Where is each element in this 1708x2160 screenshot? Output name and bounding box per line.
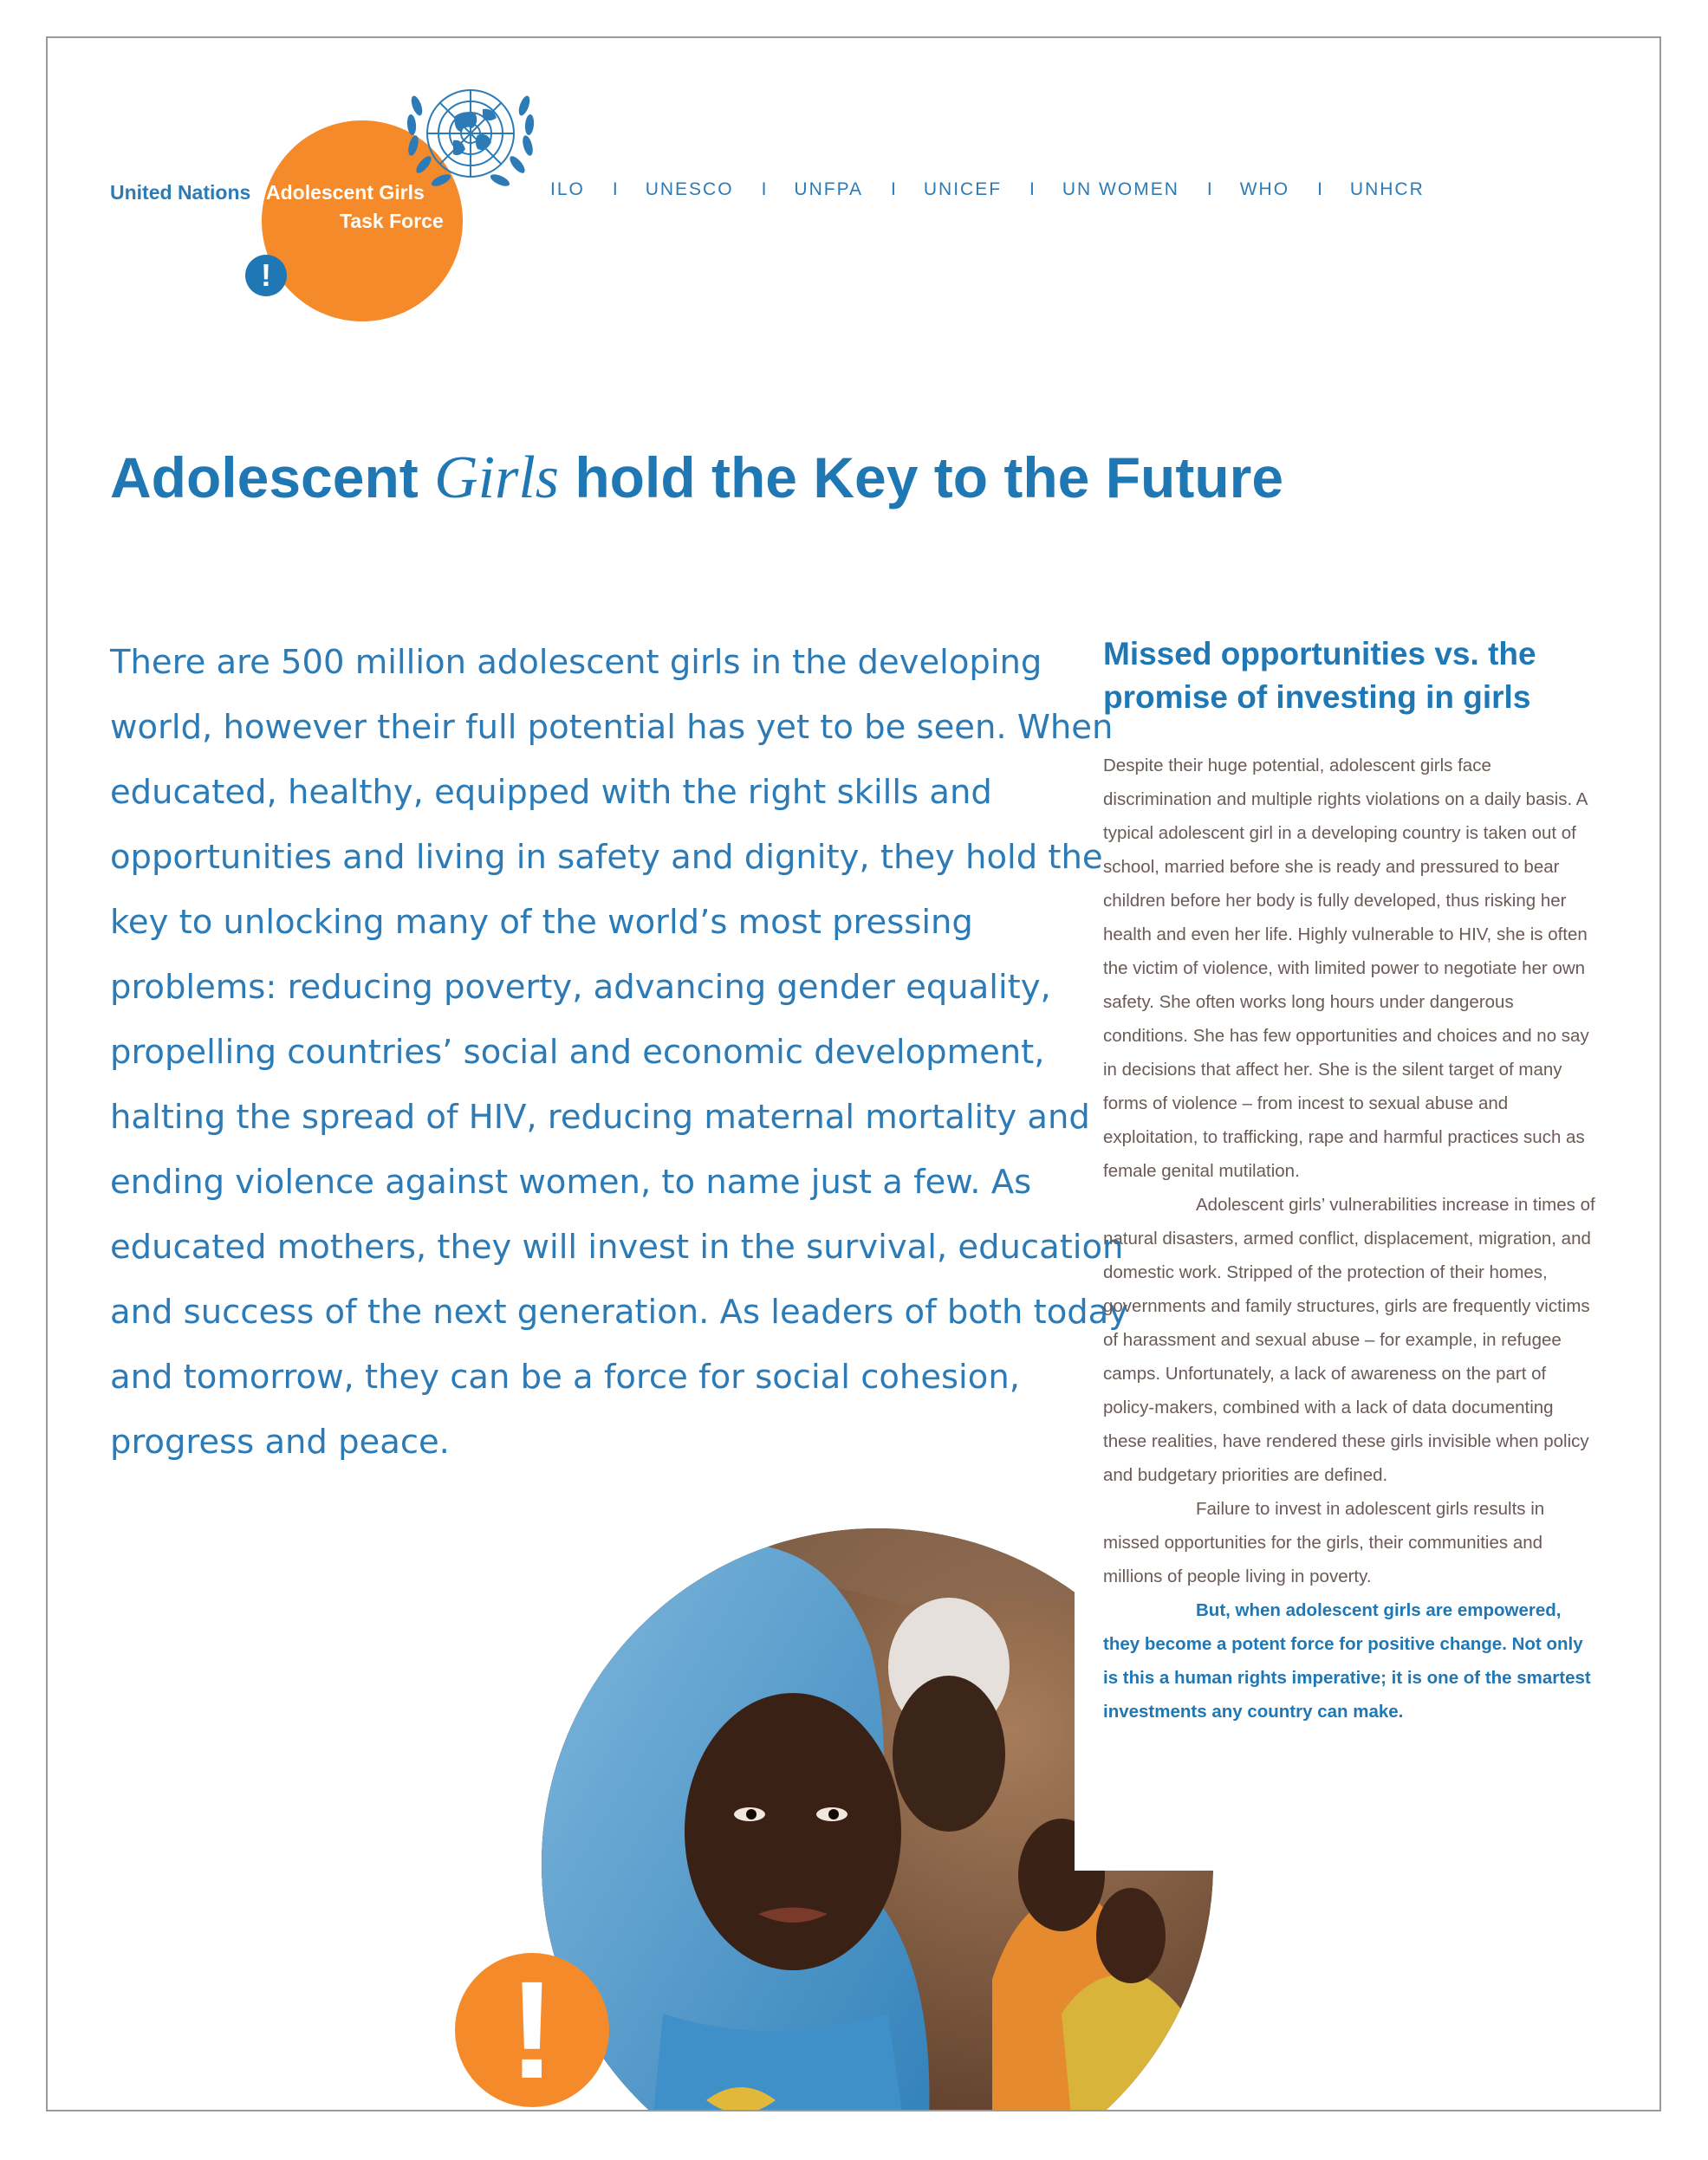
- intro-paragraph: There are 500 million adolescent girls in the developing world, however their full potential has yet to be seen. When educated, healthy, equipped with the right skills and opportunities and living in safety and dignity, they hold the key to unlocking many of the world’s most pressing problems: reducing poverty, advancing gender equality, propelling countries’ social and economic development, halting the spread of HIV, reducing maternal mortality and ending violence against women, to name just a few. As educated mothers, they will invest in the survival, education and success of the next generation. As leaders of both today and tomorrow, they can be a force for social cohesion, progress and peace.: [110, 643, 1129, 1462]
- partner-unesco: UNESCO: [645, 179, 734, 199]
- partner-unhcr: UNHCR: [1349, 179, 1425, 199]
- partner-separator: I: [761, 179, 767, 199]
- sidebar-paragraph-2: Adolescent girls’ vulnerabilities increase in times of natural disasters, armed conflict, displacement, migration, and domestic work. Stripped of the protection of their homes, governments and family structures, girls are frequently victims of harassment and sexual abuse – for example, in refugee camps. Unfortunately, a lack of awareness on the part of policy-makers, combined with a lack of data documenting these realities, have rendered these girls invisible when policy and budgetary priorities are defined.: [1103, 1195, 1595, 1485]
- brand-united-nations: United Nations: [110, 181, 251, 204]
- partner-separator: I: [1206, 179, 1212, 199]
- page-title: [110, 444, 1283, 513]
- brand-adolescent-girls: Adolescent Girls: [266, 181, 425, 204]
- partner-separator: I: [612, 179, 618, 199]
- sidebar-paragraph-1: Despite their huge potential, adolescent girls face discrimination and multiple rights violations on a daily basis. A typical adolescent girl in a developing country is taken out of school, married before she is ready and pressured to bear children before her body is fully developed, thus risking her health and even her life. Highly vulnerable to HIV, she is often the victim of violence, with limited power to negotiate her own safety. She often works long hours under dangerous conditions. She has few opportunities and choices and no say in decisions that affect her. She is the silent target of many forms of violence – from incest to sexual abuse and exploitation, to trafficking, rape and harmful practices such as female genital mutilation.: [1103, 756, 1589, 1181]
- exclamation-icon: !: [455, 1953, 609, 2107]
- partner-who: WHO: [1239, 179, 1290, 199]
- sidebar-emphasis-paragraph: But, when adolescent girls are empowered, they become a potent force for positive change. Not only is this a human rights imperative; it is one of the smartest investments any country can make.: [1103, 1600, 1591, 1722]
- title-part-girls: Girls: [434, 444, 560, 511]
- sidebar-heading: Missed opportunities vs. the promise of investing in girls: [1103, 636, 1536, 715]
- partner-separator: I: [1029, 179, 1035, 199]
- partner-unicef: UNICEF: [923, 179, 1003, 199]
- title-part-rest: hold the Key to the Future: [559, 445, 1284, 509]
- brand-task-force: Task Force: [340, 210, 444, 232]
- un-emblem-icon: [393, 71, 549, 201]
- partner-ilo: ILO: [550, 179, 585, 199]
- logo-exclamation-icon: !: [245, 255, 287, 296]
- sidebar-paragraph-3: Failure to invest in adolescent girls results in missed opportunities for the girls, their communities and millions of people living in poverty.: [1103, 1499, 1545, 1586]
- partner-unfpa: UNFPA: [794, 179, 864, 199]
- partner-un-women: UN WOMEN: [1062, 179, 1179, 199]
- partner-separator: I: [1317, 179, 1322, 199]
- page-frame: [46, 36, 1661, 2111]
- sidebar-body: [1103, 749, 1599, 1729]
- partner-agencies: [550, 179, 1425, 200]
- partner-separator: I: [891, 179, 896, 199]
- title-part-adolescent: Adolescent: [110, 445, 435, 509]
